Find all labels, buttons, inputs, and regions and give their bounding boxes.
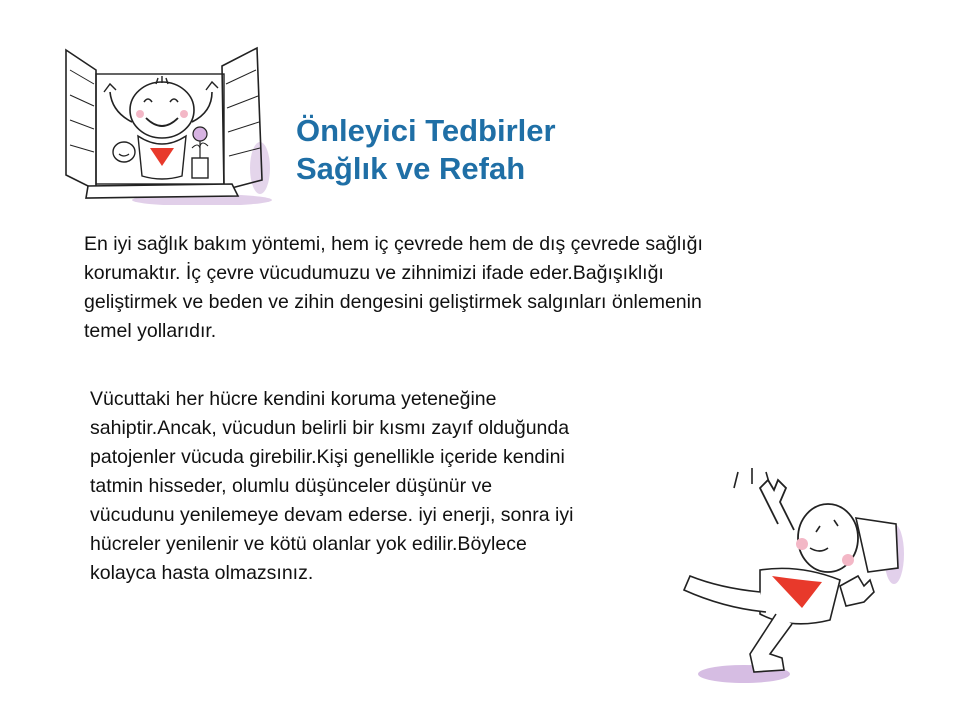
paragraph-line: En iyi sağlık bakım yöntemi, hem iç çevrede hem de dış çevrede sağlığı: [84, 233, 703, 255]
paragraph-line: hücreler yenilenir ve kötü olanlar yok edilir.Böylece: [90, 533, 527, 555]
paragraph-line: korumaktır. İç çevre vücudumuzu ve zihnimizi ifade eder.Bağışıklığı: [84, 262, 664, 284]
page-title: [296, 112, 716, 188]
title-line-2: Sağlık ve Refah: [296, 151, 526, 186]
child-at-window-illustration: [52, 40, 282, 205]
intro-paragraph: [84, 230, 864, 346]
cell-paragraph: [90, 385, 690, 588]
energetic-child-illustration: [680, 462, 920, 690]
paragraph-line: tatmin hisseder, olumlu düşünceler düşünür ve: [90, 475, 493, 497]
paragraph-line: kolayca hasta olmazsınız.: [90, 562, 314, 584]
paragraph-line: temel yollarıdır.: [84, 320, 217, 342]
paragraph-line: geliştirmek ve beden ve zihin dengesini geliştirmek salgınları önlemenin: [84, 291, 702, 313]
paragraph-line: Vücuttaki her hücre kendini koruma yeteneğine: [90, 388, 497, 410]
paragraph-line: vücudunu yenilemeye devam ederse. iyi enerji, sonra iyi: [90, 504, 574, 526]
paragraph-line: sahiptir.Ancak, vücudun belirli bir kısmı zayıf olduğunda: [90, 417, 570, 439]
paragraph-line: patojenler vücuda girebilir.Kişi genellikle içeride kendini: [90, 446, 565, 468]
title-line-1: Önleyici Tedbirler: [296, 113, 556, 148]
